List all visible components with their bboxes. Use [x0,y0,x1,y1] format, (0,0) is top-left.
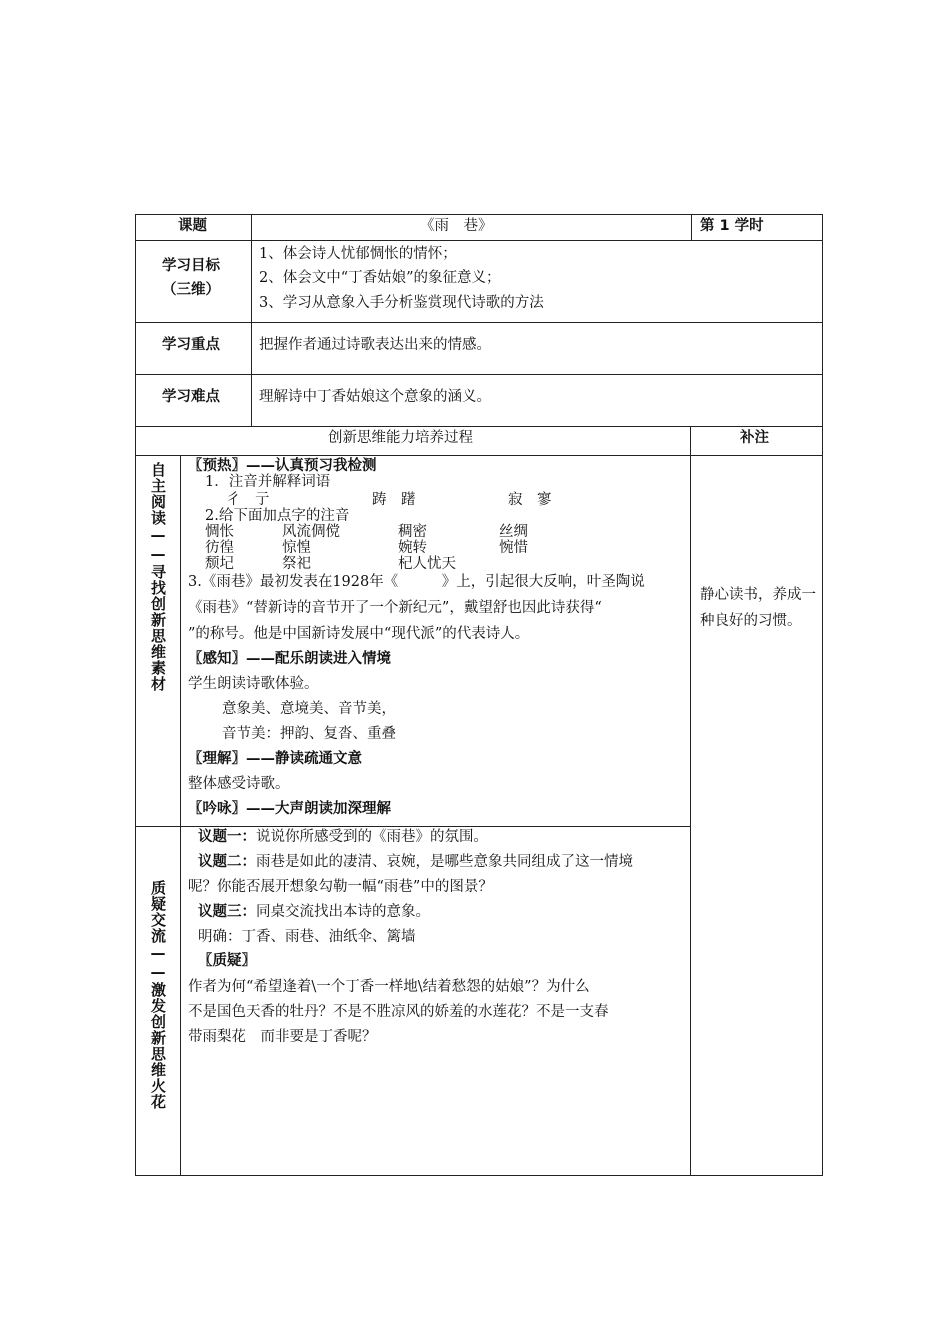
pinyin-word: 颓圮 [205,556,234,572]
vocab-word: 踌 躇 [372,492,416,508]
pinyin-word: 风流倜傥 [282,524,340,540]
topic-2-label: 议题二： [198,854,256,870]
understand-title: 〖理解〗——静读疏通文意 [188,751,362,767]
section2-side-label: 质疑交流——激发创新思维火花 [149,880,167,1110]
notes-heading: 补注 [740,430,769,446]
doubt-line: 不是国色天香的牡丹？不是不胜凉风的娇羞的水莲花？不是一支春 [188,1004,609,1020]
side-note: 静心读书，养成一种良好的习惯。 [700,587,816,629]
recite-title: 〖吟咏〗——大声朗读加深理解 [188,801,391,817]
goals-label-sub: （三维） [162,282,220,298]
pinyin-word: 杞人忧天 [398,556,456,572]
doubt-title: 〖质疑〗 [198,953,256,969]
doubt-line: 带雨梨花 而非要是丁香呢？ [188,1029,377,1045]
column-divider [251,214,252,426]
pinyin-word: 婉转 [398,540,427,556]
question-2: 2.给下面加点字的注音 [205,508,350,524]
topic-label: 课题 [178,218,207,234]
topic-3-label: 议题三： [198,904,256,920]
sound-line: 音节美：押韵、复沓、重叠 [222,726,396,742]
topic-1 [198,827,488,847]
topic-3 [198,902,430,922]
perceive-text: 学生朗读诗歌体验。 [188,676,319,692]
focus-text: 把握作者通过诗歌表达出来的情感。 [259,337,491,353]
topic-2-text: 雨巷是如此的凄清、哀婉，是哪些意象共同组成了这一情境 [256,854,633,870]
topic-2-cont: 呢？你能否展开想象勾勒一幅“雨巷”中的图景？ [188,879,493,895]
goal-item: 2、体会文中“丁香姑娘”的象征意义； [259,270,501,286]
question-1: 1．注音并解释词语 [205,474,331,490]
pinyin-word: 稠密 [398,524,427,540]
focus-label: 学习重点 [162,337,220,353]
topic-3-text: 同桌交流找出本诗的意象。 [256,904,430,920]
lesson-title: 《雨 巷》 [420,218,493,234]
topic-2 [198,852,633,872]
perceive-title: 〖感知〗——配乐朗读进入情境 [188,651,391,667]
column-divider [690,426,691,1176]
section1-side-label: 自主阅读——寻找创新思维素材 [149,462,167,692]
answer-line: 明确：丁香、雨巷、油纸伞、篱墙 [198,929,416,945]
vocab-word: 寂 寥 [508,492,552,508]
pinyin-word: 惆怅 [205,524,234,540]
goals-label: 学习目标 [162,258,220,274]
doubt-line: 作者为何“希望逢着\一个丁香一样地\结着愁怨的姑娘”？为什么 [188,979,590,995]
pinyin-word: 丝绸 [499,524,528,540]
goal-item: 3、学习从意象入手分析鉴赏现代诗歌的方法 [259,295,544,311]
process-heading: 创新思维能力培养过程 [328,430,473,446]
question-3-cont: ”的称号。他是中国新诗发展中“现代派”的代表诗人。 [188,626,530,642]
period-label: 第 1 学时 [700,218,764,234]
pinyin-word: 祭祀 [282,556,311,572]
question-3-cont: 《雨巷》“替新诗的音节开了一个新纪元”，戴望舒也因此诗获得“ [188,600,602,616]
topic-1-label: 议题一： [198,829,256,845]
pinyin-word: 彷徨 [205,540,234,556]
vocab-word: 彳 亍 [226,492,270,508]
difficulty-label: 学习难点 [162,389,220,405]
difficulty-text: 理解诗中丁香姑娘这个意象的涵义。 [259,389,491,405]
preheat-title: 〖预热〗——认真预习我检测 [188,458,377,474]
row-divider [135,374,823,375]
question-3: 3.《雨巷》最初发表在1928年《 》上，引起很大反响，叶圣陶说 [188,574,645,590]
pinyin-word: 惋惜 [499,540,528,556]
understand-text: 整体感受诗歌。 [188,776,290,792]
topic-1-text: 说说你所感受到的《雨巷》的氛围。 [256,829,488,845]
row-divider [135,426,823,427]
beauty-line: 意象美、意境美、音节美， [222,701,396,717]
pinyin-word: 惊惶 [282,540,311,556]
column-divider [691,214,692,240]
column-divider [180,455,181,1176]
row-divider [135,240,823,241]
row-divider [135,322,823,323]
goal-item: 1、体会诗人忧郁惆怅的情怀； [259,246,457,262]
